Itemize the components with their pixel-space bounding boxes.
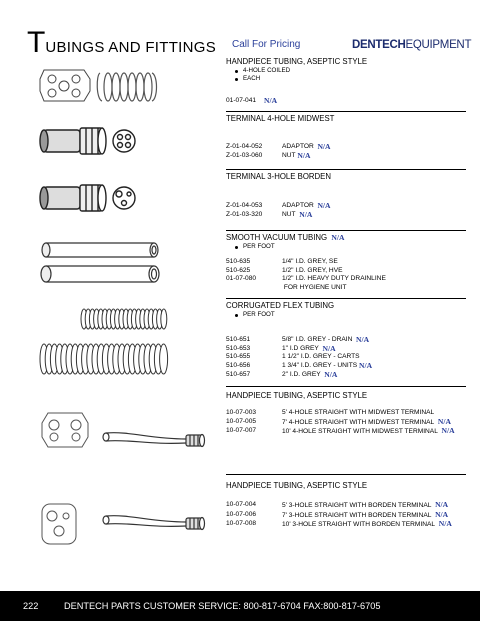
part-desc-text: 7' 3-HOLE STRAIGHT WITH BORDEN TERMINAL <box>282 511 432 519</box>
divider <box>226 169 466 170</box>
part-code: 10-07-007 <box>226 427 257 435</box>
part-code: Z-01-03-320 <box>226 210 263 218</box>
na-label: N/A <box>356 335 370 344</box>
table-row <box>226 418 466 428</box>
part-desc-text: 10' 4-HOLE STRAIGHT WITH MIDWEST TERMINAL <box>282 428 438 436</box>
na-label: N/A <box>358 361 373 371</box>
smooth-tubing-image <box>38 238 168 290</box>
part-code: 510-656 <box>226 362 251 370</box>
part-code: 510-655 <box>226 353 251 361</box>
section-title <box>226 233 466 243</box>
footer-bar <box>0 591 480 621</box>
table-row <box>226 353 466 362</box>
divider <box>226 474 466 475</box>
bullet-item: 4-HOLE COILED <box>235 67 466 75</box>
terminal-4-hole-image <box>38 124 138 160</box>
part-desc: 1 1/2" I.D. GREY - CARTS <box>282 353 360 361</box>
divider <box>226 298 466 299</box>
dentech-logo <box>352 39 471 51</box>
part-code: 01-07-041 <box>226 97 257 104</box>
part-desc: 1/2" I.D. GREY, HVE <box>282 266 343 274</box>
na-label: N/A <box>331 233 345 242</box>
corrugated-tubing-image <box>36 305 170 385</box>
section-terminal-4-hole <box>226 114 466 160</box>
part-desc <box>282 520 466 530</box>
part-desc-text: 10' 3-HOLE STRAIGHT WITH BORDEN TERMINAL <box>282 521 436 529</box>
part-desc-text: 7' 4-HOLE STRAIGHT WITH MIDWEST TERMINAL <box>282 418 435 426</box>
na-label: N/A <box>322 343 336 353</box>
na-label: N/A <box>441 426 455 436</box>
bullet-item: PER FOOT <box>235 243 466 251</box>
na-label: N/A <box>317 142 331 151</box>
na-label: N/A <box>435 500 449 509</box>
section-title: HANDPIECE TUBING, ASEPTIC STYLE <box>226 57 368 66</box>
page-number: 222 <box>23 601 39 611</box>
section-title: TERMINAL 3-HOLE BORDEN <box>226 172 331 181</box>
table-row <box>226 258 466 267</box>
part-desc: 1 3/4" I.D. GREY - UNITS <box>282 362 358 370</box>
section-corrugated-flex-tubing <box>226 301 466 380</box>
table-row <box>226 371 466 380</box>
na-label: N/A <box>297 150 311 160</box>
part-desc: 2" I.D. GREY <box>282 370 321 378</box>
bullet-item: EACH <box>235 75 466 83</box>
divider <box>226 111 466 112</box>
coiled-tubing-image <box>38 61 160 111</box>
na-label: N/A <box>435 509 449 519</box>
part-desc: 1" I.D GREY <box>282 344 319 352</box>
table-row <box>226 511 466 521</box>
part-desc <box>282 275 466 292</box>
na-label: N/A <box>317 201 331 210</box>
section-title: TERMINAL 4-HOLE MIDWEST <box>226 114 335 123</box>
table-row <box>226 143 466 152</box>
customer-service-text: DENTECH PARTS CUSTOMER SERVICE: 800-817-6704 FAX:800-817-6705 <box>64 601 381 611</box>
part-desc <box>282 418 466 428</box>
part-code: 10-07-003 <box>226 409 257 416</box>
na-label: N/A <box>437 416 451 426</box>
part-desc-text: 5' 3-HOLE STRAIGHT WITH BORDEN TERMINAL <box>282 502 432 509</box>
table-row <box>226 362 466 371</box>
part-code: 510-625 <box>226 266 251 274</box>
page-title-rest: UBINGS AND FITTINGS <box>45 39 217 56</box>
part-desc: 1/4" I.D. GREY, SE <box>282 258 338 265</box>
terminal-3-hole-image <box>38 180 138 218</box>
table-row <box>226 97 466 106</box>
part-code: 510-651 <box>226 336 251 343</box>
handpiece-4-hole-image <box>40 403 230 457</box>
table-row <box>226 152 466 161</box>
part-desc-line2: FOR HYGIENE UNIT <box>283 284 347 292</box>
table-row <box>226 202 466 211</box>
section-handpiece-3-hole <box>226 481 466 530</box>
section-smooth-vacuum-tubing <box>226 233 466 293</box>
bullet-list <box>235 67 466 83</box>
part-desc <box>282 427 466 437</box>
part-desc: 5/8" I.D. GREY - DRAIN <box>282 336 353 343</box>
section-title: HANDPIECE TUBING, ASEPTIC STYLE <box>226 391 368 400</box>
bullet-list <box>235 243 466 251</box>
bullet-item: PER FOOT <box>235 311 466 319</box>
part-desc: NUT <box>282 210 296 218</box>
part-code: 510-653 <box>226 344 251 352</box>
table-row <box>226 211 466 220</box>
table-row <box>226 336 466 345</box>
na-label: N/A <box>299 209 313 219</box>
section-coiled-tubing <box>226 57 466 106</box>
part-desc: ADAPTOR <box>282 202 314 209</box>
part-desc: 5' 4-HOLE STRAIGHT WITH MIDWEST TERMINAL <box>282 409 435 416</box>
call-for-pricing-link[interactable]: Call For Pricing <box>232 39 301 50</box>
section-title: HANDPIECE TUBING, ASEPTIC STYLE <box>226 481 368 490</box>
divider <box>226 230 466 231</box>
table-row <box>226 345 466 354</box>
part-code: 10-07-006 <box>226 510 257 518</box>
part-code: 510-635 <box>226 258 251 265</box>
logo-bold: DENTECH <box>352 39 406 51</box>
part-code: 10-07-005 <box>226 417 257 425</box>
divider <box>226 386 466 387</box>
section-title: CORRUGATED FLEX TUBING <box>226 301 335 310</box>
na-label: N/A <box>264 96 278 105</box>
part-desc: ADAPTOR <box>282 143 314 150</box>
table-row <box>226 520 466 530</box>
part-desc-line1: 1/2" I.D. HEAVY DUTY DRAINLINE <box>282 275 386 283</box>
na-label: N/A <box>324 369 338 379</box>
table-row <box>226 409 466 418</box>
table-row <box>226 427 466 437</box>
part-code: Z-01-04-052 <box>226 143 263 150</box>
section-handpiece-4-hole <box>226 391 466 437</box>
table-row <box>226 275 466 292</box>
handpiece-3-hole-image <box>40 498 230 550</box>
part-desc: NUT <box>282 151 296 159</box>
section-terminal-3-hole <box>226 172 466 219</box>
part-code: 10-07-008 <box>226 520 257 528</box>
table-row <box>226 267 466 276</box>
bullet-list <box>235 311 466 319</box>
section-title-text: SMOOTH VACUUM TUBING <box>226 233 328 242</box>
part-code: 10-07-004 <box>226 501 257 508</box>
na-label: N/A <box>438 519 452 529</box>
part-code: 510-657 <box>226 370 251 378</box>
part-code: Z-01-04-053 <box>226 202 263 209</box>
part-code: Z-01-03-060 <box>226 151 263 159</box>
part-code: 01-07-080 <box>226 275 257 283</box>
logo-thin: EQUIPMENT <box>405 39 472 51</box>
table-row <box>226 501 466 511</box>
page-title <box>27 28 216 58</box>
page-title-initial: T <box>27 26 46 59</box>
